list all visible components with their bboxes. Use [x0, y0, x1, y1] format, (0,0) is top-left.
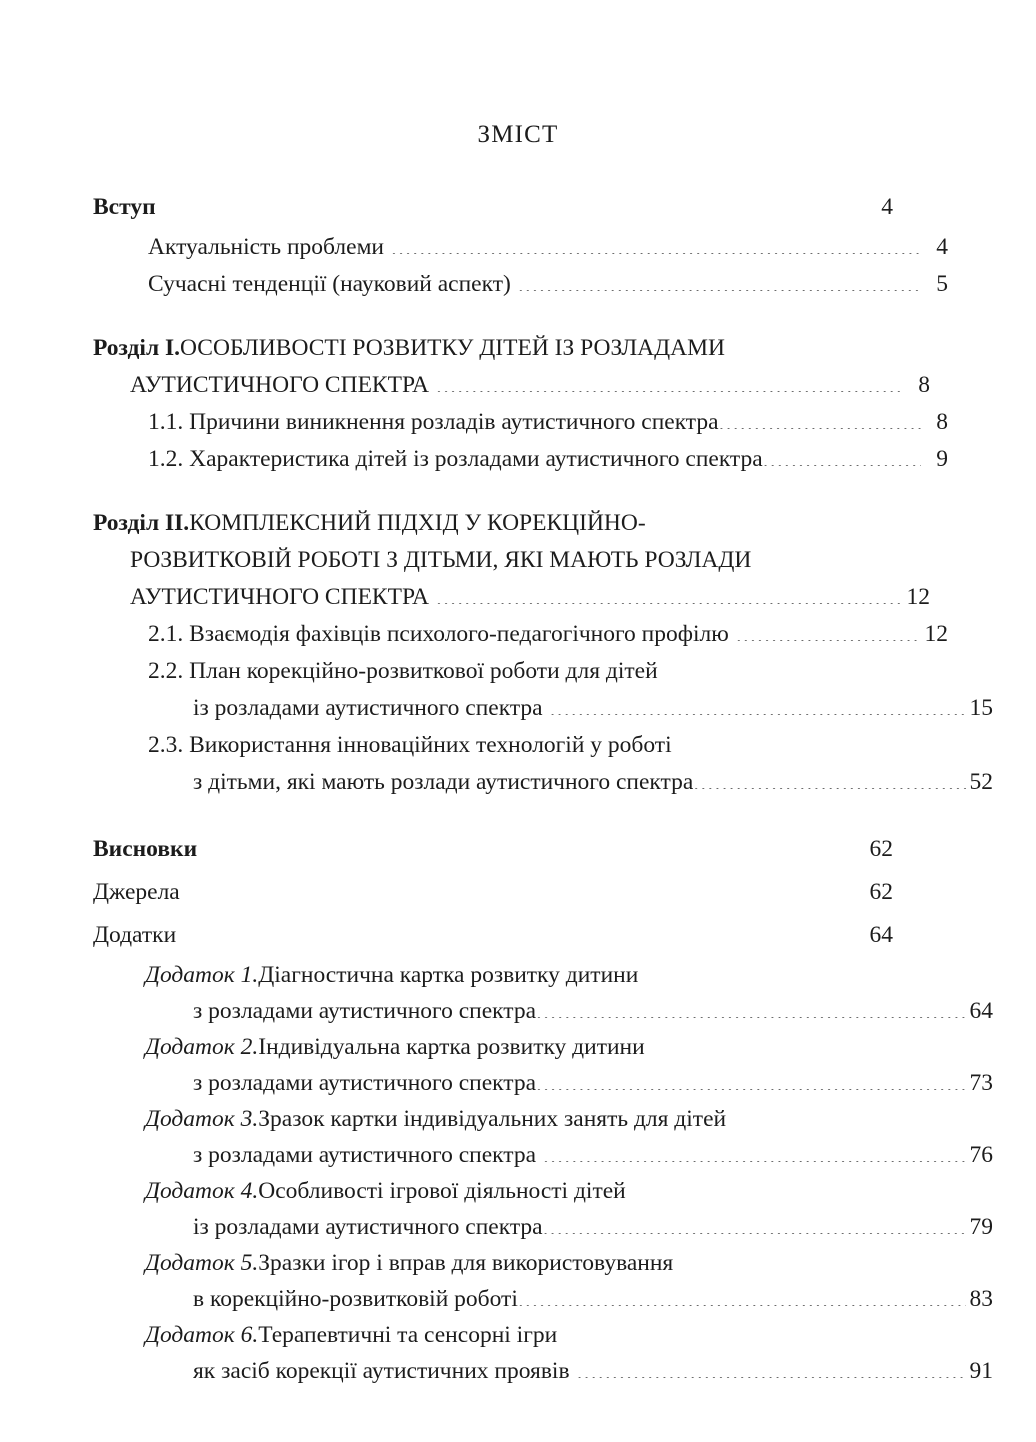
toc-page-number: 76 — [969, 1142, 993, 1168]
dot-leader — [543, 1211, 966, 1235]
toc-entry-conclusions[interactable] — [93, 828, 893, 871]
toc-entry-appendix-4-line1[interactable] — [145, 1173, 945, 1209]
toc-entry-label: 1.2. Характеристика дітей із розладами аутистичного спектра — [148, 446, 763, 472]
toc-page-number: 12 — [924, 621, 948, 647]
toc-entry-intro-sub1[interactable] — [148, 229, 948, 266]
toc-page-number: 62 — [869, 836, 893, 862]
page-title: ЗМІСТ — [477, 121, 559, 148]
toc-entry-label: АУТИСТИЧНОГО СПЕКТРА — [130, 372, 429, 398]
toc-entry-label: Індивідуальна картка розвитку дитини — [258, 1034, 645, 1060]
toc-page-number: 8 — [918, 372, 930, 398]
dot-leader — [536, 1067, 966, 1091]
toc-entry-chapter1-line1[interactable] — [93, 330, 893, 367]
dot-leader — [156, 191, 866, 215]
dot-leader — [518, 268, 921, 292]
appendix-number: Додаток 6. — [145, 1322, 259, 1348]
toc-entry-appendix-1-line2[interactable] — [193, 993, 993, 1029]
toc-entry-label: 1.1. Причини виникнення розладів аутистичного спектра — [148, 409, 719, 435]
dot-leader — [577, 1355, 966, 1379]
toc-entry-label: Сучасні тенденції (науковий аспект) — [148, 271, 511, 297]
dot-leader — [180, 876, 866, 900]
toc-page-number: 83 — [969, 1286, 993, 1312]
toc-entry-intro-sub2[interactable] — [148, 266, 948, 303]
toc-entry-appendix-5-line1[interactable] — [145, 1245, 945, 1281]
dot-leader — [736, 618, 921, 642]
chapter-number: Розділ II. — [93, 510, 190, 536]
toc-entry-label: ОСОБЛИВОСТІ РОЗВИТКУ ДІТЕЙ ІЗ РОЗЛАДАМИ — [180, 335, 725, 361]
toc-entry-appendix-6-line2[interactable] — [193, 1353, 993, 1389]
appendix-number: Додаток 1. — [145, 962, 259, 988]
table-of-contents — [93, 186, 993, 1389]
toc-entry-label: Зразок картки індивідуальних занять для дітей — [258, 1106, 727, 1132]
toc-entry-appendices[interactable] — [93, 914, 893, 957]
toc-page-number: 5 — [936, 271, 948, 297]
appendix-number: Додаток 2. — [145, 1034, 259, 1060]
toc-entry-label: з дітьми, які мають розлади аутистичного спектра — [193, 769, 694, 795]
dot-leader — [518, 1283, 966, 1307]
toc-page-number: 52 — [969, 769, 993, 795]
toc-entry-label: Терапевтичні та сенсорні ігри — [258, 1322, 558, 1348]
toc-entry-label: в корекційно-розвитковій роботі — [193, 1286, 518, 1312]
dot-leader — [436, 581, 903, 605]
dot-leader — [536, 995, 966, 1019]
section-spacer — [93, 478, 893, 505]
toc-entry-2-3-line1[interactable] — [148, 727, 948, 764]
dot-leader — [176, 919, 866, 943]
dot-leader — [197, 833, 866, 857]
section-spacer — [93, 801, 893, 828]
toc-entry-label: 2.3. Використання інноваційних технологій у роботі — [148, 732, 672, 758]
chapter-number: Розділ I. — [93, 335, 181, 361]
toc-entry-2-1[interactable] — [148, 616, 948, 653]
toc-entry-chapter2-line1[interactable] — [93, 505, 893, 542]
toc-entry-appendix-2-line1[interactable] — [145, 1029, 945, 1065]
toc-entry-appendix-5-line2[interactable] — [193, 1281, 993, 1317]
toc-entry-chapter2-line3[interactable] — [130, 579, 930, 616]
toc-page-number: 15 — [969, 695, 993, 721]
toc-entry-label: із розладами аутистичного спектра — [193, 695, 543, 721]
dot-leader — [719, 406, 921, 430]
toc-entry-label: Додатки — [93, 922, 177, 948]
toc-entry-label: 2.1. Взаємодія фахівців психолого-педагогічного профілю — [148, 621, 729, 647]
toc-page-number: 4 — [936, 234, 948, 260]
toc-page-number: 91 — [969, 1358, 993, 1384]
toc-entry-label: Висновки — [93, 836, 198, 862]
toc-entry-label: РОЗВИТКОВІЙ РОБОТІ З ДІТЬМИ, ЯКІ МАЮТЬ РОЗЛАДИ — [130, 547, 752, 573]
dot-leader — [543, 1139, 966, 1163]
toc-entry-label: із розладами аутистичного спектра — [193, 1214, 543, 1240]
toc-page-number: 8 — [936, 409, 948, 435]
toc-entry-1-1[interactable] — [148, 404, 948, 441]
toc-entry-label: Вступ — [93, 194, 156, 220]
toc-entry-label: 2.2. План корекційно-розвиткової роботи для дітей — [148, 658, 658, 684]
dot-leader — [693, 766, 966, 790]
appendix-number: Додаток 4. — [145, 1178, 259, 1204]
toc-entry-label: Актуальність проблеми — [148, 234, 385, 260]
toc-entry-appendix-6-line1[interactable] — [145, 1317, 945, 1353]
toc-entry-label: з розладами аутистичного спектра — [193, 1142, 537, 1168]
toc-page-number: 79 — [969, 1214, 993, 1240]
toc-entry-2-2-line2[interactable] — [193, 690, 993, 727]
toc-entry-label: з розладами аутистичного спектра — [193, 998, 537, 1024]
toc-entry-chapter1-line2[interactable] — [130, 367, 930, 404]
dot-leader — [550, 692, 966, 716]
toc-entry-intro[interactable] — [93, 186, 893, 229]
appendix-number: Додаток 5. — [145, 1250, 259, 1276]
toc-page-number: 4 — [881, 194, 893, 220]
section-spacer — [93, 303, 893, 330]
toc-entry-appendix-2-line2[interactable] — [193, 1065, 993, 1101]
toc-entry-appendix-1-line1[interactable] — [145, 957, 945, 993]
toc-page-number: 12 — [906, 584, 930, 610]
toc-entry-2-3-line2[interactable] — [193, 764, 993, 801]
toc-entry-label: як засіб корекції аутистичних проявів — [193, 1358, 570, 1384]
toc-entry-label: Діагностична картка розвитку дитини — [258, 962, 639, 988]
toc-entry-appendix-3-line2[interactable] — [193, 1137, 993, 1173]
toc-entry-label: Особливості ігрової діяльності дітей — [258, 1178, 626, 1204]
toc-entry-label: Джерела — [93, 879, 180, 905]
toc-page-number: 64 — [869, 922, 893, 948]
toc-page-number: 9 — [936, 446, 948, 472]
toc-entry-appendix-4-line2[interactable] — [193, 1209, 993, 1245]
toc-entry-appendix-3-line1[interactable] — [145, 1101, 945, 1137]
dot-leader — [391, 231, 921, 255]
toc-entry-chapter2-line2[interactable] — [130, 542, 930, 579]
toc-entry-label: АУТИСТИЧНОГО СПЕКТРА — [130, 584, 429, 610]
toc-page-number: 62 — [869, 879, 893, 905]
appendix-number: Додаток 3. — [145, 1106, 259, 1132]
toc-entry-label: КОМПЛЕКСНИЙ ПІДХІД У КОРЕКЦІЙНО- — [189, 510, 646, 536]
toc-entry-label: з розладами аутистичного спектра — [193, 1070, 537, 1096]
dot-leader — [763, 443, 921, 467]
toc-page-number: 64 — [969, 998, 993, 1024]
toc-page-number: 73 — [969, 1070, 993, 1096]
toc-entry-label: Зразки ігор і вправ для використовування — [258, 1250, 674, 1276]
toc-entry-2-2-line1[interactable] — [148, 653, 948, 690]
dot-leader — [436, 369, 903, 393]
toc-entry-sources[interactable] — [93, 871, 893, 914]
toc-entry-1-2[interactable] — [148, 441, 948, 478]
